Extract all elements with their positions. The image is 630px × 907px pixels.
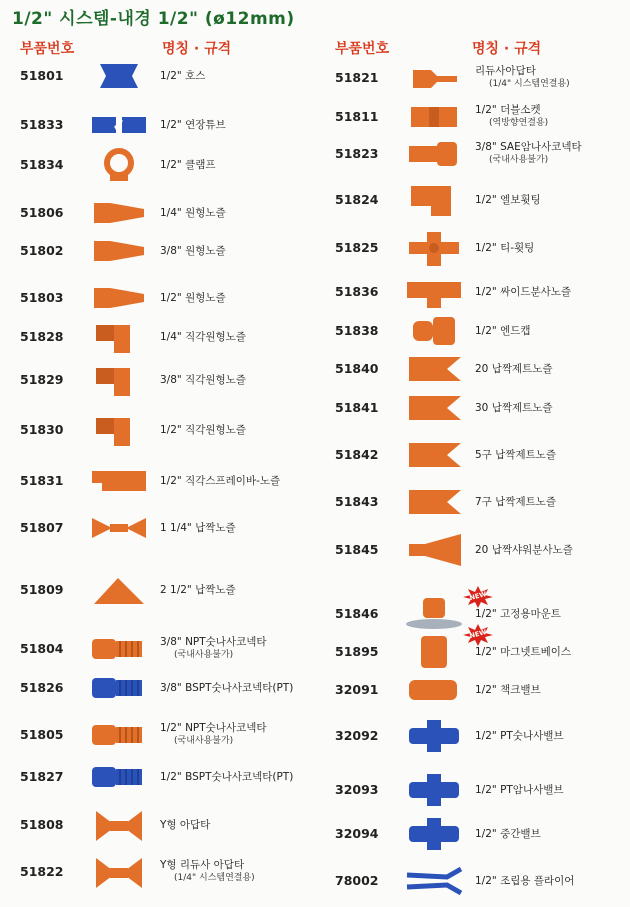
female-connector-icon <box>403 134 465 174</box>
part-description <box>160 145 320 185</box>
threaded-connector-icon <box>88 629 150 669</box>
part-name: 1/2" PT숫나사밸브 <box>475 729 564 742</box>
part-description <box>160 231 320 271</box>
part-description <box>475 388 630 428</box>
part-name: 1/2" 더블소켓 <box>475 104 541 116</box>
part-description <box>475 272 630 312</box>
assembly-pliers-icon <box>403 861 465 901</box>
part-number: 32092 <box>335 728 379 743</box>
part-number: 51826 <box>20 680 64 695</box>
part-number: 51831 <box>20 473 64 488</box>
part-description <box>475 716 630 756</box>
valve-blue-icon <box>403 770 465 810</box>
flat-jet-nozzle-icon <box>403 388 465 428</box>
part-description <box>160 105 320 145</box>
valve-blue-icon <box>403 716 465 756</box>
hose-segment-blue-icon <box>88 56 150 96</box>
fixed-mount-icon <box>403 594 465 634</box>
part-description <box>475 670 630 710</box>
flat-nozzle-icon <box>88 508 150 548</box>
new-badge <box>463 624 493 646</box>
valve-blue-icon <box>403 814 465 854</box>
part-number: 51809 <box>20 582 64 597</box>
part-description <box>475 594 630 634</box>
flat-jet-nozzle-icon <box>403 482 465 522</box>
part-number: 32091 <box>335 682 379 697</box>
part-description <box>475 228 630 268</box>
part-description <box>160 360 320 400</box>
round-nozzle-icon <box>88 231 150 271</box>
part-name: 1/2" 중간밸브 <box>475 827 541 840</box>
part-number: 51806 <box>20 205 64 220</box>
part-description <box>160 56 320 96</box>
part-note: (1/4" 시스템연결용) <box>489 79 570 89</box>
part-number: 51805 <box>20 727 64 742</box>
part-name: 1/4" 원형노즐 <box>160 206 226 219</box>
part-name: 3/8" 직각원형노즐 <box>160 373 246 386</box>
flat-jet-nozzle-icon <box>403 435 465 475</box>
part-description <box>160 508 320 548</box>
threaded-connector-blue-icon <box>88 757 150 797</box>
part-name: 1/2" 직각스프레이바-노즐 <box>160 474 281 487</box>
part-name: 1/2" 클램프 <box>160 158 216 171</box>
part-name: 3/8" SAE암나사코넥타 <box>475 141 582 153</box>
part-number: 51841 <box>335 400 379 415</box>
part-name: 3/8" BSPT숫나사코넥타(PT) <box>160 681 294 694</box>
elbow-fitting-icon <box>403 180 465 220</box>
part-name: 2 1/2" 납짝노즐 <box>160 583 236 596</box>
magnet-base-icon <box>403 632 465 672</box>
part-number: 51895 <box>335 644 379 659</box>
part-number: 51845 <box>335 542 379 557</box>
part-number: 51803 <box>20 290 64 305</box>
part-description <box>475 861 630 901</box>
part-name: 1/2" 마그넷트베이스 <box>475 645 572 658</box>
part-number: 51808 <box>20 817 64 832</box>
part-description <box>475 482 630 522</box>
part-number: 51830 <box>20 422 64 437</box>
part-number: 51836 <box>335 284 379 299</box>
y-adapter-icon <box>88 852 150 892</box>
part-name: 1/2" 호스 <box>160 69 206 82</box>
part-name: Y형 아답타 <box>160 818 211 831</box>
part-note: (국내사용불가) <box>489 155 549 165</box>
part-description <box>160 668 320 708</box>
part-name: 1/2" PT암나사밸브 <box>475 783 564 796</box>
part-description <box>160 410 320 450</box>
part-number: 51840 <box>335 361 379 376</box>
part-number: 51829 <box>20 372 64 387</box>
part-number: 51801 <box>20 68 64 83</box>
part-number: 51811 <box>335 109 379 124</box>
part-number: 51823 <box>335 146 379 161</box>
elbow-nozzle-icon <box>88 410 150 450</box>
part-name: 30 납짝제트노즐 <box>475 401 553 414</box>
part-number: 51833 <box>20 117 64 132</box>
tee-fitting-icon <box>403 228 465 268</box>
part-number: 32093 <box>335 782 379 797</box>
clamp-ring-icon <box>88 145 150 185</box>
round-nozzle-icon <box>88 278 150 318</box>
part-number: 51846 <box>335 606 379 621</box>
part-number: 51834 <box>20 157 64 172</box>
part-description <box>475 632 630 672</box>
side-spray-nozzle-icon <box>403 272 465 312</box>
part-note: (국내사용불가) <box>174 736 234 746</box>
part-description <box>475 770 630 810</box>
reducer-adapter-icon <box>403 58 465 98</box>
left-code-header: 부품번호 <box>20 41 75 57</box>
part-description <box>475 134 630 174</box>
wide-flat-nozzle-icon <box>88 570 150 610</box>
part-number: 32094 <box>335 826 379 841</box>
part-description <box>475 58 630 98</box>
part-name: 3/8" NPT숫나사코넥타 <box>160 636 267 648</box>
part-name: 1/2" 원형노즐 <box>160 291 226 304</box>
page-title: 1/2" 시스템-내경 1/2" (ø12mm) <box>12 9 295 29</box>
part-description <box>475 180 630 220</box>
threaded-connector-blue-icon <box>88 668 150 708</box>
part-name: 3/8" 원형노즐 <box>160 244 226 257</box>
part-name: 1/2" BSPT숫나사코넥타(PT) <box>160 770 294 783</box>
right-name-header: 명칭 · 규격 <box>472 41 542 57</box>
elbow-nozzle-icon <box>88 317 150 357</box>
part-name: 1/4" 직각원형노즐 <box>160 330 246 343</box>
part-number: 51824 <box>335 192 379 207</box>
part-description <box>475 97 630 137</box>
part-description <box>160 852 320 892</box>
part-name: 1/2" 엘보휫팅 <box>475 193 541 206</box>
end-cap-icon <box>403 311 465 351</box>
part-description <box>475 814 630 854</box>
part-note: (역방향연결용) <box>489 118 549 128</box>
y-adapter-icon <box>88 805 150 845</box>
part-description <box>475 435 630 475</box>
part-name: 5구 납짝제트노즐 <box>475 448 557 461</box>
part-name: 1/2" 직각원형노즐 <box>160 423 246 436</box>
new-badge-label: NEW <box>468 589 488 603</box>
part-number: 51825 <box>335 240 379 255</box>
part-name: 1/2" 조립용 플라이어 <box>475 874 575 887</box>
part-name: 1/2" 싸이드분사노즐 <box>475 285 572 298</box>
part-number: 51828 <box>20 329 64 344</box>
part-description <box>160 805 320 845</box>
part-number: 78002 <box>335 873 379 888</box>
extension-tube-blue-icon <box>88 105 150 145</box>
part-description <box>160 461 320 501</box>
left-name-header: 명칭 · 규격 <box>162 41 232 57</box>
part-name: 7구 납짝제트노즐 <box>475 495 557 508</box>
spray-bar-nozzle-icon <box>88 461 150 501</box>
threaded-connector-icon <box>88 715 150 755</box>
part-description <box>160 193 320 233</box>
flat-jet-nozzle-icon <box>403 349 465 389</box>
part-description <box>475 349 630 389</box>
part-description <box>475 311 630 351</box>
part-description <box>475 530 630 570</box>
part-number: 51838 <box>335 323 379 338</box>
part-description <box>160 317 320 357</box>
double-socket-icon <box>403 97 465 137</box>
part-note: (국내사용불가) <box>174 650 234 660</box>
part-description <box>160 278 320 318</box>
part-name: 1 1/4" 납짝노즐 <box>160 521 236 534</box>
part-name: 20 납짝샤워분사노즐 <box>475 543 573 556</box>
part-number: 51807 <box>20 520 64 535</box>
part-description <box>160 570 320 610</box>
part-name: 리듀사아답타 <box>475 65 536 77</box>
part-name: 20 납짝제트노즐 <box>475 362 553 375</box>
part-number: 51843 <box>335 494 379 509</box>
part-note: (1/4" 시스템연결용) <box>174 873 255 883</box>
part-name: 1/2" 연장튜브 <box>160 118 226 131</box>
part-number: 51821 <box>335 70 379 85</box>
part-number: 51827 <box>20 769 64 784</box>
part-name: 1/2" 엔드캡 <box>475 324 531 337</box>
check-valve-icon <box>403 670 465 710</box>
part-number: 51842 <box>335 447 379 462</box>
shower-nozzle-icon <box>403 530 465 570</box>
part-number: 51822 <box>20 864 64 879</box>
right-code-header: 부품번호 <box>335 41 390 57</box>
part-description <box>160 715 320 755</box>
round-nozzle-icon <box>88 193 150 233</box>
part-name: 1/2" 책크밸브 <box>475 683 541 696</box>
part-name: Y형 리듀사 아답타 <box>160 859 245 871</box>
elbow-nozzle-icon <box>88 360 150 400</box>
new-badge-label: NEW <box>468 627 488 641</box>
part-name: 1/2" 티-휫팅 <box>475 241 535 254</box>
new-badge <box>463 586 493 608</box>
part-description <box>160 757 320 797</box>
part-number: 51802 <box>20 243 64 258</box>
part-name: 1/2" 고정용마운트 <box>475 607 561 620</box>
part-description <box>160 629 320 669</box>
part-number: 51804 <box>20 641 64 656</box>
part-name: 1/2" NPT숫나사코넥타 <box>160 722 267 734</box>
